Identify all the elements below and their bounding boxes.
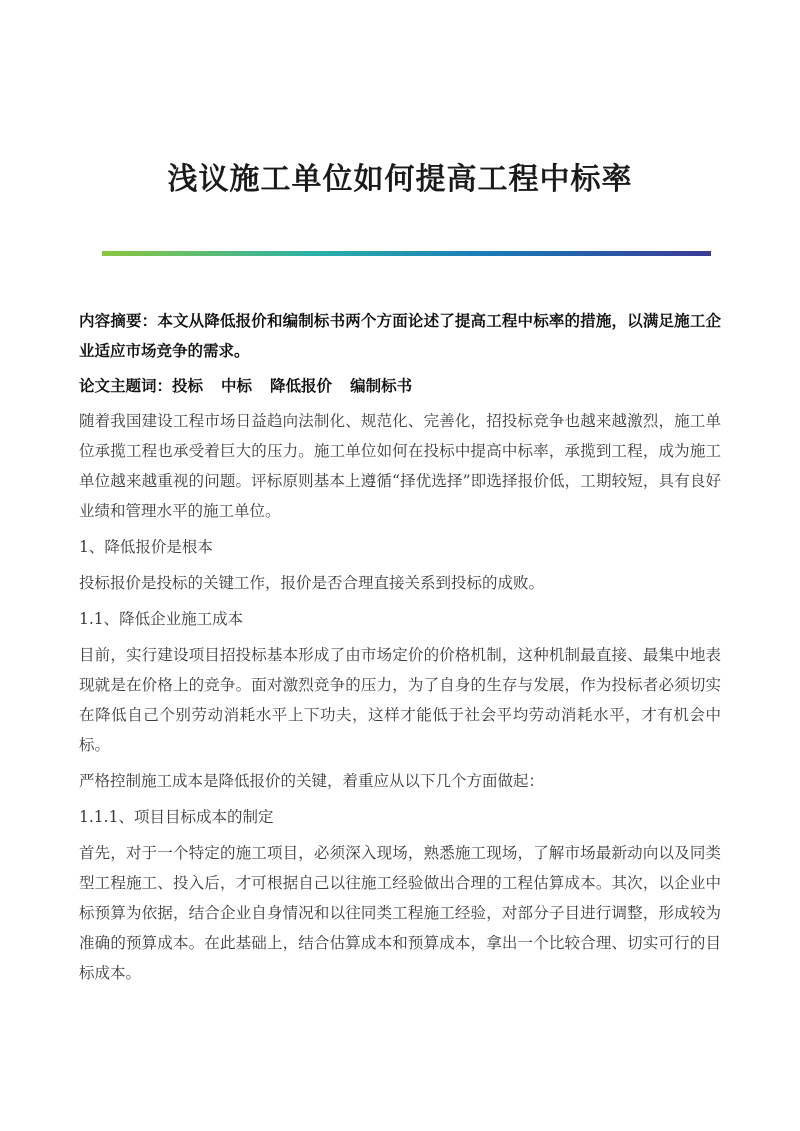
document-title: 浅议施工单位如何提高工程中标率 <box>167 162 633 197</box>
keyword-2: 中标 <box>221 376 253 395</box>
keywords-line <box>79 371 721 401</box>
section-heading-1: 1、降低报价是根本 <box>79 538 213 556</box>
abstract-text: 本文从降低报价和编制标书两个方面论述了提高工程中标率的措施，以满足施工企业适应市场竞争的需求。 <box>79 311 721 360</box>
keywords-label: 论文主题词： <box>79 376 173 395</box>
section-1-paragraph: 投标报价是投标的关键工作，报价是否合理直接关系到投标的成败。 <box>79 574 545 592</box>
keyword-4: 编制标书 <box>350 376 413 395</box>
abstract <box>79 306 721 366</box>
section-1-1-1-paragraph: 首先，对于一个特定的施工项目，必须深入现场，熟悉施工现场，了解市场最新动向以及同类型工程施工、投入后，才可根据自己以往施工经验做出合理的工程估算成本。其次，以企业中标预算为依据，结合企业自身情况和以往同类工程施工经验，对部分子目进行调整，形成较为准确的预算成本。在此基础上，结合估算成本和预算成本，拿出一个比较合理、切实可行的目标成本。 <box>79 844 721 982</box>
title-divider <box>102 251 711 256</box>
keyword-3: 降低报价 <box>270 376 333 395</box>
intro-paragraph: 随着我国建设工程市场日益趋向法制化、规范化、完善化，招投标竞争也越来越激烈，施工单位承揽工程也承受着巨大的压力。施工单位如何在投标中提高中标率，承揽到工程，成为施工单位越来越重视的问题。评标原则基本上遵循“择优选择”即选择报价低，工期较短，具有良好业绩和管理水平的施工单位。 <box>79 412 721 520</box>
document-body <box>79 306 721 988</box>
section-heading-1-1: 1.1、降低企业施工成本 <box>79 610 244 628</box>
keyword-1: 投标 <box>172 376 204 395</box>
section-1-1-paragraph: 目前，实行建设项目招投标基本形成了由市场定价的价格机制，这种机制最直接、最集中地表现就是在价格上的竞争。面对激烈竞争的压力，为了自身的生存与发展，作为投标者必须切实在降低自己个别劳动消耗水平上下功夫，这样才能低于社会平均劳动消耗水平，才有机会中标。 <box>79 646 721 754</box>
abstract-label: 内容摘要： <box>79 311 158 330</box>
section-1-1-lead: 严格控制施工成本是降低报价的关键，着重应从以下几个方面做起： <box>79 772 545 790</box>
section-heading-1-1-1: 1.1.1、项目目标成本的制定 <box>79 808 274 826</box>
